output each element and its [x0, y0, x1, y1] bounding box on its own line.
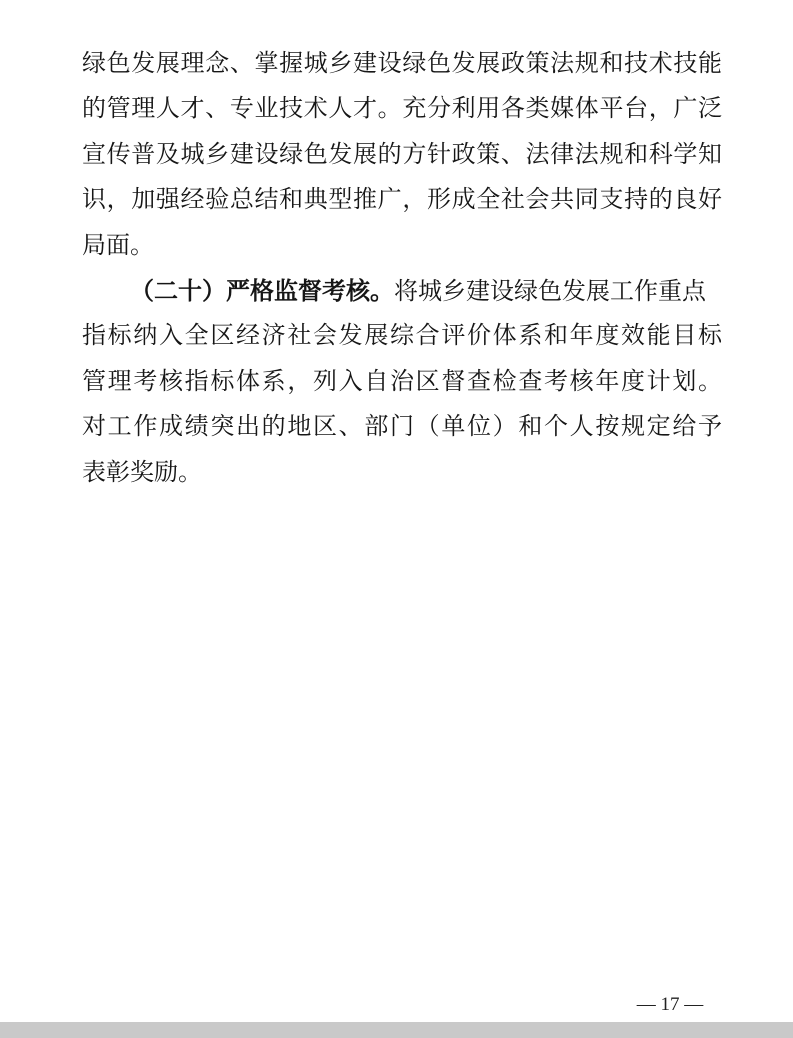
- body-text: [82, 41, 722, 495]
- paragraph-1-line-4: 识，加强经验总结和典型推广，形成全社会共同支持的良好: [82, 185, 722, 214]
- paragraph-1-line-5: 局面。: [82, 230, 154, 259]
- page-number: — 17 —: [636, 994, 704, 1015]
- section-heading: （二十）严格监督考核。: [130, 275, 394, 305]
- paragraph-1-line-1: 绿色发展理念、掌握城乡建设绿色发展政策法规和技术技能: [82, 49, 722, 77]
- paragraph-1-line-3: 宣传普及城乡建设绿色发展的方针政策、法律法规和科学知: [82, 139, 722, 168]
- paragraph-2-line-5: 表彰奖励。: [82, 457, 202, 486]
- paragraph-2-line-4: 对工作成绩突出的地区、部门（单位）和个人按规定给予: [82, 412, 722, 441]
- viewer-bottom-bar: [0, 1022, 793, 1038]
- paragraph-2-line-1: [82, 268, 722, 313]
- paragraph-2-line-2: 指标纳入全区经济社会发展综合评价体系和年度效能目标: [82, 321, 722, 350]
- paragraph-2-line-1-text: 将城乡建设绿色发展工作重点: [394, 276, 706, 305]
- paragraph-2-line-3: 管理考核指标体系，列入自治区督查检查考核年度计划。: [82, 366, 722, 395]
- paragraph-1-line-2: 的管理人才、专业技术人才。充分利用各类媒体平台，广泛: [82, 94, 722, 123]
- paragraph-2: [82, 268, 722, 495]
- paragraph-1: [82, 41, 722, 268]
